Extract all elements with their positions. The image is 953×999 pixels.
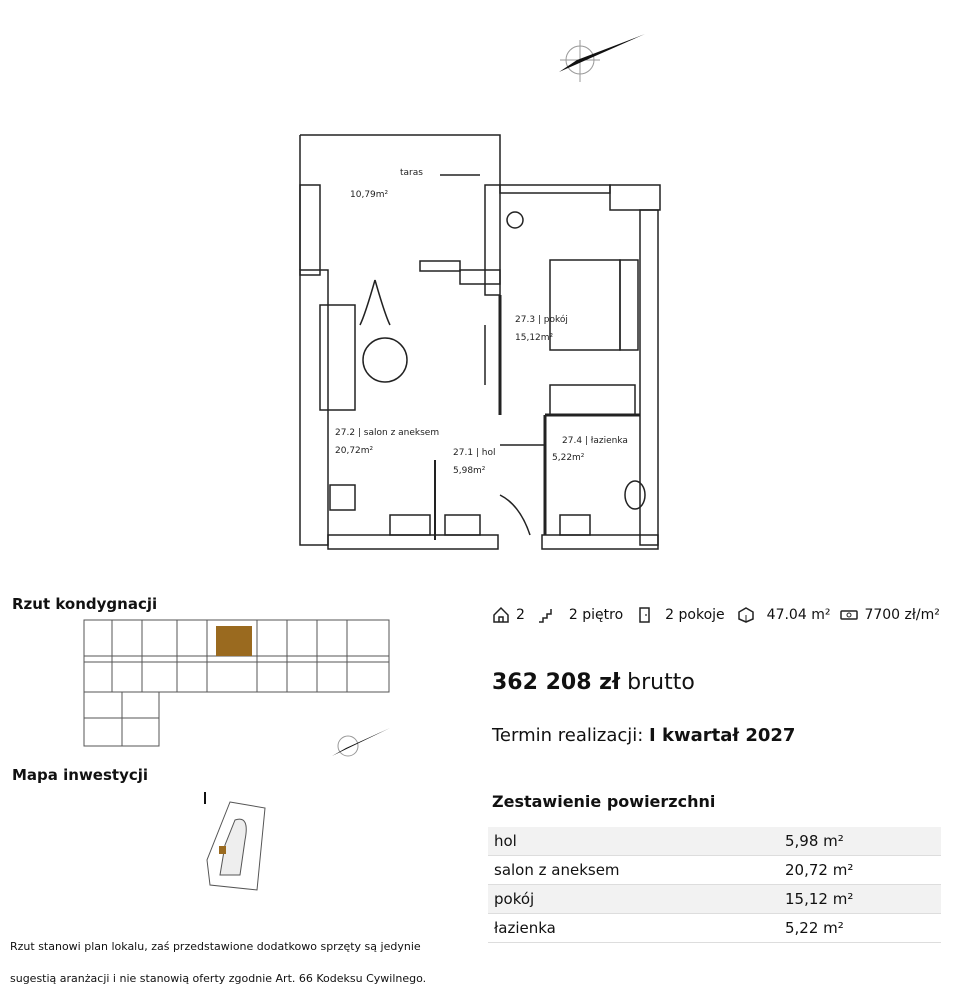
plan-room-area: 20,72m²	[335, 446, 374, 456]
floor-number: 2	[516, 607, 525, 623]
plan-room-area: 10,79m²	[350, 190, 389, 200]
room-name: pokój	[494, 890, 535, 908]
door-icon	[635, 606, 653, 624]
disclaimer-line-2: sugestią aranżacji i nie stanowią oferty zgodnie Art. 66 Kodeksu Cywilnego.	[10, 972, 427, 985]
price-amount: 362 208 zł	[492, 670, 621, 695]
room-name: hol	[494, 832, 517, 850]
area-label: 47.04 m²	[766, 607, 831, 623]
table-row	[488, 827, 941, 856]
plan-room-area: 15,12m²	[515, 333, 554, 343]
term-label: Termin realizacji:	[492, 725, 644, 746]
room-area: 15,12 m²	[785, 890, 854, 908]
plan-room-label: 27.4 | łazienka	[562, 436, 628, 446]
area-summary-table	[488, 827, 941, 943]
price-per-m2: 7700 zł/m²	[864, 607, 940, 623]
area-icon	[737, 606, 755, 624]
apartment-meta	[492, 606, 940, 624]
money-icon	[840, 606, 858, 624]
investment-map	[195, 790, 275, 895]
table-row	[488, 885, 941, 914]
plan-room-area: 5,98m²	[453, 466, 486, 476]
room-name: łazienka	[494, 919, 556, 937]
room-area: 20,72 m²	[785, 861, 854, 879]
plan-room-label: 27.2 | salon z aneksem	[335, 428, 440, 438]
floor-label: 2 piętro	[568, 607, 624, 623]
table-row	[488, 856, 941, 885]
term-value: I kwartał 2027	[649, 725, 796, 746]
plan-room-label: 27.1 | hol	[453, 448, 496, 458]
room-area: 5,22 m²	[785, 919, 844, 937]
plan-room-label: 27.3 | pokój	[515, 315, 568, 325]
rooms-label: 2 pokoje	[665, 607, 725, 623]
table-row	[488, 914, 941, 943]
building-icon	[492, 606, 510, 624]
plan-room-label: taras	[400, 168, 423, 178]
price	[492, 670, 695, 695]
room-area: 5,98 m²	[785, 832, 844, 850]
stairs-icon	[537, 606, 555, 624]
map-title: Mapa inwestycji	[12, 766, 149, 784]
disclaimer-line-1: Rzut stanowi plan lokalu, zaś przedstawione dodatkowo sprzęty są jedynie	[10, 940, 421, 953]
completion-term	[492, 725, 795, 746]
compass-icon	[330, 726, 392, 766]
apartment-highlight	[216, 626, 252, 656]
price-suffix: brutto	[627, 670, 695, 695]
apartment-floor-plan	[290, 25, 670, 565]
summary-title: Zestawienie powierzchni	[492, 792, 716, 811]
floor-plan-title: Rzut kondygnacji	[12, 595, 158, 613]
plan-room-area: 5,22m²	[552, 453, 585, 463]
room-name: salon z aneksem	[494, 861, 620, 879]
